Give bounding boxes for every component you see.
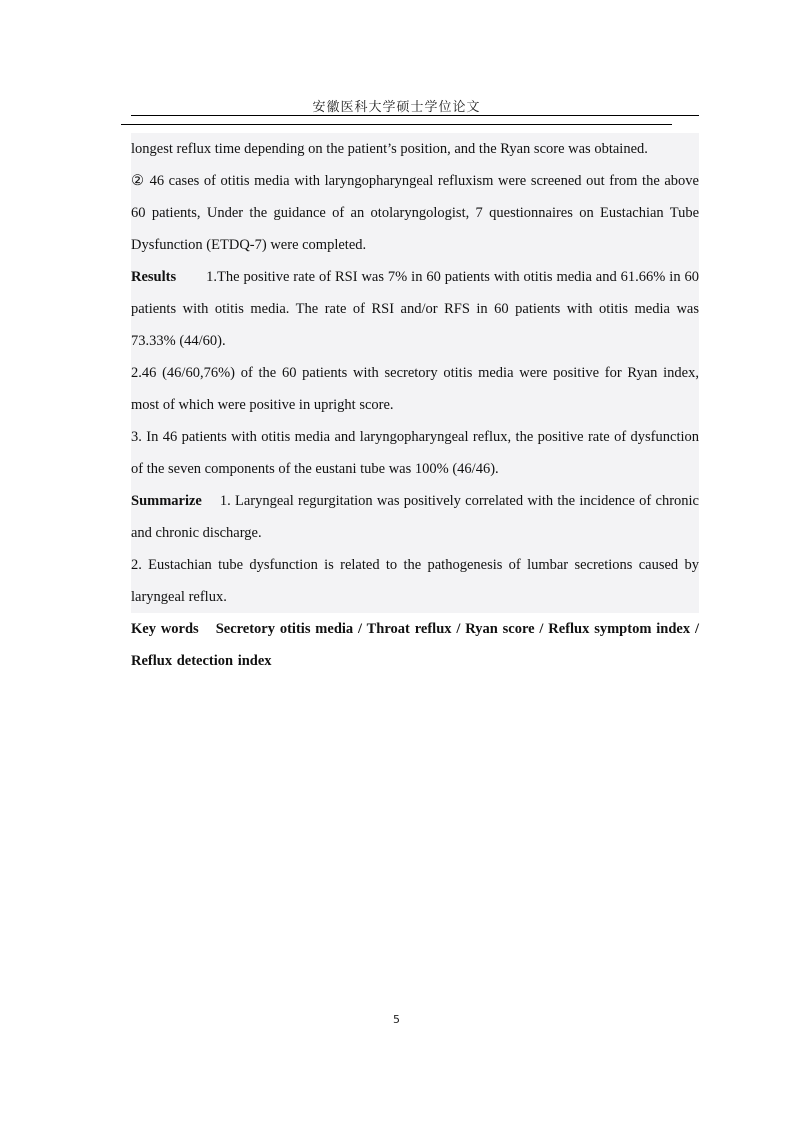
keywords <box>131 613 699 677</box>
results-text: 1.The positive rate of RSI was 7% in 60 patients with otitis media and 61.66% in 60 patients with otitis media. The rate of RSI and/or RFS in 60 patients with otitis media was 73.33% (44/60). <box>131 269 699 349</box>
paragraph-methods-2: ② 46 cases of otitis media with laryngopharyngeal refluxism were screened out from the above 60 patients, Under the guidance of an otolaryngologist, 7 questionnaires on Eustachian Tube Dysfunction (ETDQ-7) were completed. <box>131 173 699 253</box>
highlighted-region <box>131 133 699 613</box>
running-header: 安徽医科大学硕士学位论文 <box>312 100 481 115</box>
abstract-body <box>131 133 699 677</box>
results-label: Results <box>131 269 177 285</box>
page-number: 5 <box>393 1013 400 1026</box>
paragraph-summarize-2: 2. Eustachian tube dysfunction is related to the pathogenesis of lumbar secretions caused by laryngeal reflux. <box>131 557 699 605</box>
keywords-label: Key words <box>131 621 199 637</box>
paragraph-results-2: 2.46 (46/60,76%) of the 60 patients with secretory otitis media were positive for Ryan index, most of which were positive in upright score. <box>131 365 699 413</box>
keywords-text: Secretory otitis media / Throat reflux / Ryan score / Reflux symptom index / Reflux detection index <box>131 621 699 669</box>
header-rule-bottom <box>121 124 672 125</box>
paragraph-results <box>131 261 699 357</box>
summarize-label: Summarize <box>131 493 202 509</box>
paragraph-results-3: 3. In 46 patients with otitis media and laryngopharyngeal reflux, the positive rate of dysfunction of the seven components of the eustani tube was 100% (46/46). <box>131 429 699 477</box>
paragraph-summarize <box>131 485 699 549</box>
header-rule-top <box>131 115 699 116</box>
paragraph-methods-continued: longest reflux time depending on the patient’s position, and the Ryan score was obtained. <box>131 141 648 157</box>
summarize-text: 1. Laryngeal regurgitation was positively correlated with the incidence of chronic and chronic discharge. <box>131 493 699 541</box>
